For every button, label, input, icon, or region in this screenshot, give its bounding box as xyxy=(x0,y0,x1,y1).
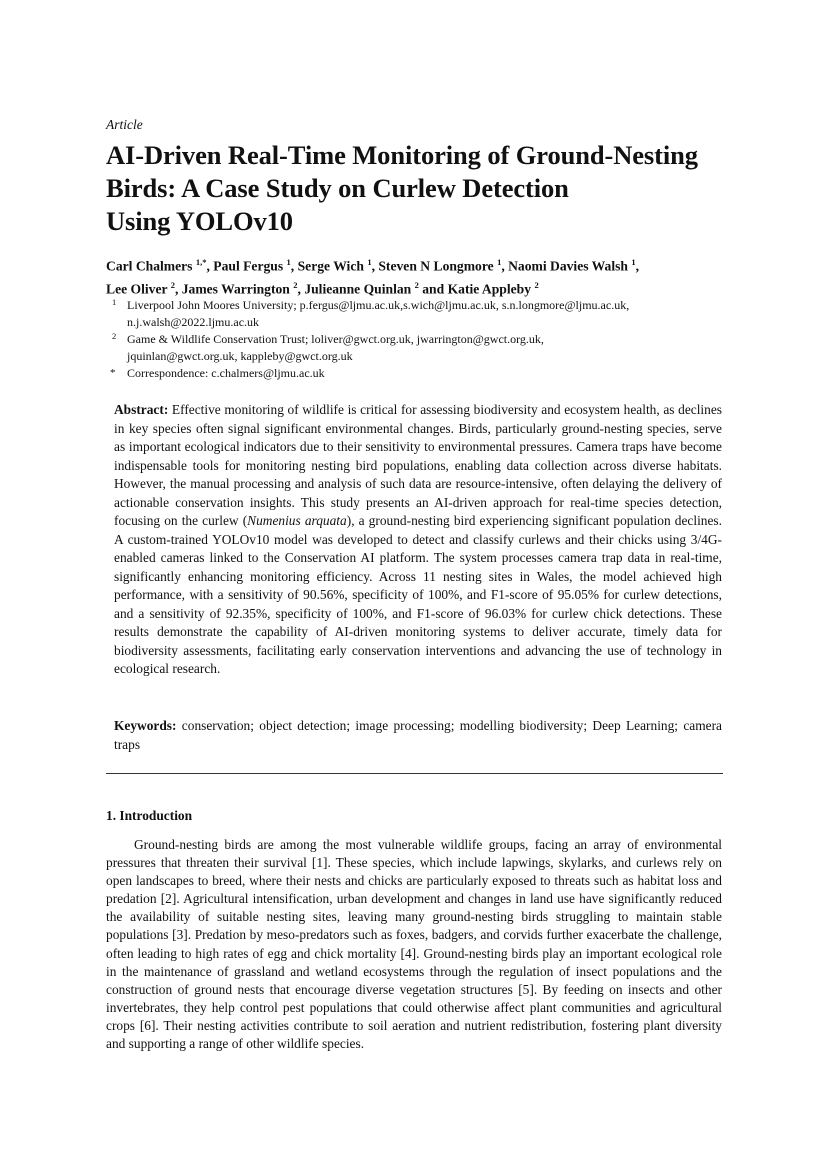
section-divider xyxy=(106,773,723,774)
abstract xyxy=(114,401,722,679)
keywords xyxy=(114,717,722,754)
title-line: Birds: A Case Study on Curlew Detection xyxy=(106,173,569,203)
affiliation-list xyxy=(110,297,730,382)
affiliation-superscript: 2 xyxy=(534,279,539,290)
title-line: Using YOLOv10 xyxy=(106,206,293,236)
affiliation-line: jquinlan@gwct.org.uk, kappleby@gwct.org.uk xyxy=(127,349,353,363)
title-line: AI-Driven Real-Time Monitoring of Ground-Nesting xyxy=(106,140,698,170)
paper-title xyxy=(106,139,746,238)
species-name: Numenius arquata xyxy=(247,513,347,528)
correspondence-mark: * xyxy=(110,367,116,379)
affiliation-line: Game & Wildlife Conservation Trust; loliver@gwct.org.uk, jwarrington@gwct.org.uk, xyxy=(127,332,544,346)
affiliation-superscript: 1 xyxy=(367,257,372,267)
correspondence-line: Correspondence: c.chalmers@ljmu.ac.uk xyxy=(127,366,325,380)
author-line: Carl Chalmers $^{1,*}$, Paul Fergus $^1$, Serge Wich $^1$, Steven N Longmore $^1$, Naomi Davies Walsh $^1$, xyxy=(106,257,640,274)
abstract-text: ), a ground-nesting bird experiencing significant population declines. A custom-trained YOLOv10 model was developed to detect and classify curlews and their chicks using 3/4G-enabled cameras linked to the Conservation AI platform. The system processes camera trap data in real-time, significantly enhancing monitoring efficiency. Across 11 nesting sites in Wales, the model achieved high performance, with a sensitivity of 90.56%, specificity of 100%, and F1-score of 95.05% for curlew detections, and a sensitivity of 92.35%, specificity of 100%, and F1-score of 96.03% for curlew chick detections. These results demonstrate the capability of AI-driven monitoring systems to deliver accurate, timely data for biodiversity assessments, facilitating early conservation interventions and advancing the use of technology in ecological research. xyxy=(114,513,722,676)
affiliation-mark: 1 xyxy=(112,297,117,307)
introduction-paragraph: Ground-nesting birds are among the most vulnerable wildlife groups, facing an array of environmental pressures that threaten their survival [1]. These species, which include lapwings, skylarks, and curlews rely on open landscapes to breed, where their nests and chicks are particularly exposed to threats such as habitat loss and predation [2]. Agricultural intensification, urban development and changes in land use have significantly reduced the availability of suitable nesting sites, leaving many ground-nesting birds struggling to maintain stable populations [3]. Predation by meso-predators such as foxes, badgers, and corvids further exacerbate the challenge, often leading to high rates of egg and chick mortality [4]. Ground-nesting birds play an important ecological role in the maintenance of grassland and wetland ecosystems through the regulation of insect populations and the construction of ground nests that encourage diverse vegetation structures [5]. By feeding on insects and other invertebrates, they help control pest populations that could otherwise affect plant communities and agricultural crops [6]. Their nesting activities contribute to soil aeration and nutrient redistribution, fostering plant diversity and supporting a range of other wildlife species. xyxy=(106,837,722,1052)
abstract-text: Effective monitoring of wildlife is critical for assessing biodiversity and ecosystem health, as declines in key species often signal significant environmental changes. Birds, particularly ground-nesting species, serve as important ecological indicators due to their sensitivity to environmental pressures. Camera traps have become indispensable tools for monitoring nesting bird populations, enabling data collection across diverse habitats. However, the manual processing and analysis of such data are resource-intensive, often delaying the delivery of actionable conservation insights. This study presents an AI-driven approach for real-time species detection, focusing on the curlew ( xyxy=(114,402,722,528)
author-line: Lee Oliver $^2$, James Warrington $^2$, Julieanne Quinlan $^2$ and Katie Appleby $^2$ xyxy=(106,279,539,297)
abstract-label: Abstract: xyxy=(114,402,169,417)
affiliation-line: n.j.walsh@2022.ljmu.ac.uk xyxy=(127,315,260,329)
correspondence-item xyxy=(110,365,730,382)
affiliation-mark: 2 xyxy=(112,331,117,341)
affiliation-superscript: 2 xyxy=(293,279,298,290)
keywords-text: conservation; object detection; image processing; modelling biodiversity; Deep Learning; camera traps xyxy=(114,718,722,752)
affiliation-item xyxy=(110,297,730,331)
article-type: Article xyxy=(106,117,143,132)
keywords-label: Keywords: xyxy=(114,718,177,733)
affiliation-item xyxy=(110,331,730,365)
affiliation-superscript: 1 xyxy=(631,257,636,267)
affiliation-line: Liverpool John Moores University; p.fergus@ljmu.ac.uk,s.wich@ljmu.ac.uk, s.n.longmore@ljmu.ac.uk, xyxy=(127,298,630,312)
author-list xyxy=(106,253,726,298)
affiliation-superscript: 1,* xyxy=(195,257,207,267)
affiliation-superscript: 2 xyxy=(414,279,419,290)
affiliation-superscript: 1 xyxy=(286,257,291,267)
affiliation-superscript: 2 xyxy=(170,279,175,290)
section-heading: 1. Introduction xyxy=(106,808,193,823)
affiliation-superscript: 1 xyxy=(497,257,502,267)
